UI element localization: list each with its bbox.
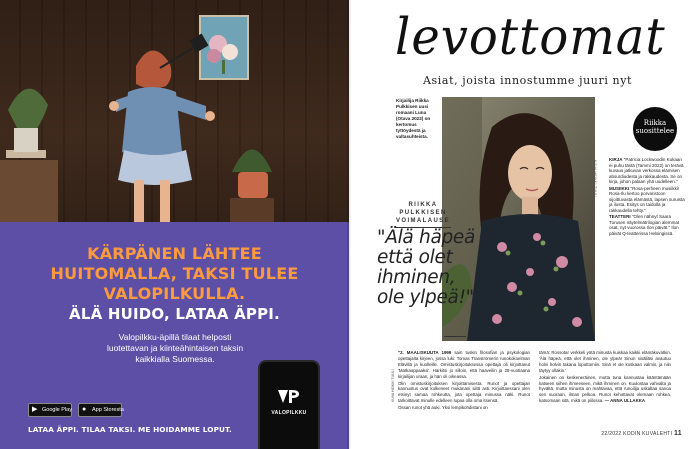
recommendations-sidebar [609, 157, 685, 237]
recommendation-label: TEATTERI [609, 214, 631, 220]
article-paragraph [398, 350, 530, 380]
app-store-badge[interactable] [78, 403, 122, 417]
recommends-badge [633, 107, 677, 151]
recommendation-item [609, 214, 685, 236]
article-paragraph [398, 381, 530, 405]
recommendation-item [609, 157, 685, 185]
quote-line: "Älä häpeä [377, 227, 476, 248]
photo-credit: KUVA HEIKKI TUULI [593, 160, 597, 198]
ad-headline-line: HUITOMALLA, TAKSI TULEE [50, 264, 299, 283]
ad-headline-line: KÄRPÄNEN LÄHTEE [87, 244, 262, 263]
pull-quote [377, 228, 505, 308]
article-lead: "2. MAALISKUUTA 1999 [398, 350, 452, 355]
kicker-line: VOIMALAUSE [395, 218, 450, 224]
ad-body-line: kaikkialla Suomessa. [135, 354, 215, 364]
article-column-1 [398, 350, 530, 412]
folio-issue: 22/2022 KODIN KUVALEHTI [601, 431, 673, 437]
article-text: Ossan runot yhä auki. Yksi lempikohdistani on [398, 405, 488, 411]
quote-line: että olet [377, 247, 453, 268]
play-store-icon: ▶ [32, 406, 38, 413]
kicker-line: PULKKISEN [399, 210, 447, 216]
ad-footer: LATAA ÄPPI. TILAA TAKSI. ME HOIDAMME LOPUT. [28, 425, 232, 434]
ad-body-line: luotettavan ja kiinteähintaisen taksin [106, 343, 244, 353]
page-folio [601, 430, 682, 437]
ad-photo [0, 0, 349, 222]
phone-mockup [258, 360, 320, 449]
recommendation-text: "Rosa-perheen musiikki! Rosa-Ilu kertoo porvaristoon sijoittuvasta elämästä, lapsen suruista ja ilosta. Esitys on taidolla ja rakkaudella tehty." [609, 185, 685, 213]
app-store-label: App Storesta [92, 407, 124, 413]
ad-subheadline: ÄLÄ HUIDO, LATAA ÄPPI. [69, 305, 280, 323]
section-subtitle: Asiat, joista innostumme juuri nyt [423, 74, 633, 87]
article-text: Jokainen on keskeneräinen, mutta tuna kannustaa kääntämään katseen siihen ihmeeseen, mikä ihminen on. Kuulostaa vahvalta ja hyvältä, mutta minusta on mahtavaa, että runoilija uskaltaa sanoa sen suoraan, ilman pelkoa. Runot kehottavat olemaan rohkea, katsomaan sitä, mikä on piilossa. [539, 374, 671, 404]
article-text: sain tuskin filosofian ja psykologian opettajalta kirjeen, jossa luki: Tomas Tranströmerin runokokoelman Elävillä ja kuolleille. Omistuskirjoituksessa opettaja oli kirjoittanut 'Matkaoppaaksi'. Harkitsi jo silloin, että haaveilin ja 28-vuotiaana kirjailijan uraan, ja hän oli oikeassa. [398, 350, 530, 379]
article-text: Olin omistuskirjoituksen kirjoittamisesta. Runot ja opettajan kannustus ovat kulkeneet mukanani siitä asti. Kirjoittaessani olen etsinyt samaa rohkeutta, jota opettaja minussa näki. Runot tarkoittavat minulle edelleen lupaa olla oma itsensä. [398, 380, 530, 404]
editorial-page [351, 0, 696, 449]
ad-headline-line: VALOPILKULLA. [103, 284, 246, 303]
apple-icon: ● [82, 406, 87, 413]
article-signature: — ANNA ULLAKKA [604, 398, 646, 404]
recommendation-text: "Olen nähnyt Saara Turusen näytelmätrilogian alemmat osat, nyt vuorossa Ilon päivät." Ilon päivät Q-teatterissa Helsingissä. [609, 214, 680, 236]
article-paragraph [539, 350, 671, 374]
ad-body-line: Valopilkku-äpillä tilaat helposti [118, 332, 232, 342]
article-column-2 [539, 350, 671, 405]
google-play-label: Google Play [42, 407, 72, 413]
quote-line: ole ylpeä!" [377, 287, 474, 308]
ad-photo-illustration [0, 0, 349, 222]
folio-page-number: 11 [674, 430, 682, 437]
quote-divider [444, 336, 466, 337]
google-play-badge[interactable] [28, 403, 72, 417]
kicker-line: RIIKKA [408, 202, 438, 208]
valopilkku-logo-icon [277, 389, 301, 405]
quote-line: ihminen, [377, 267, 456, 288]
photo-caption: Kirjailija Riikka Pulkkisen uusi romaani Luna (Otava 2022) on kertomus tyttöydestä ja valtasuhteista. [396, 98, 431, 139]
phone-brand-name: VALOPILKKU [271, 410, 307, 416]
section-title: levottomat [395, 7, 666, 67]
article-text: tämä: Rossotar verkkeli yötä minusta kuiskaa kaikki elämäkuvatkin. 'Älä häpeä, että olet ihminen, ole ylpeä! Sinun sisälläsi avautuu holvi holvin takana loputtomiin. Sinä et ole koskaan valmis, ja niin täytyy ollakin.' [539, 350, 671, 373]
recommendation-text: "Patricia Lockwoodin Kukaan ei puhu tästä (Tammi 2022) on terävä kuvaus jatkuvan verkossa elämisen absurdiudesta ja rakkaudesta. Se on kirja, johon palaan yhä uudelleen." [609, 157, 684, 185]
article-paragraph [539, 375, 671, 405]
quote-kicker [395, 201, 451, 228]
badge-line: suosittelee [635, 127, 675, 135]
recommendation-label: MUSIIKKI [609, 185, 630, 191]
recommendation-label: KIRJA [609, 157, 623, 162]
recommendation-item [609, 186, 685, 214]
badge-line: Riikka [643, 119, 667, 127]
ad-headline [14, 244, 335, 304]
byline: KUVA HEIKKI TUULI [391, 369, 395, 402]
article-paragraph [398, 405, 530, 411]
